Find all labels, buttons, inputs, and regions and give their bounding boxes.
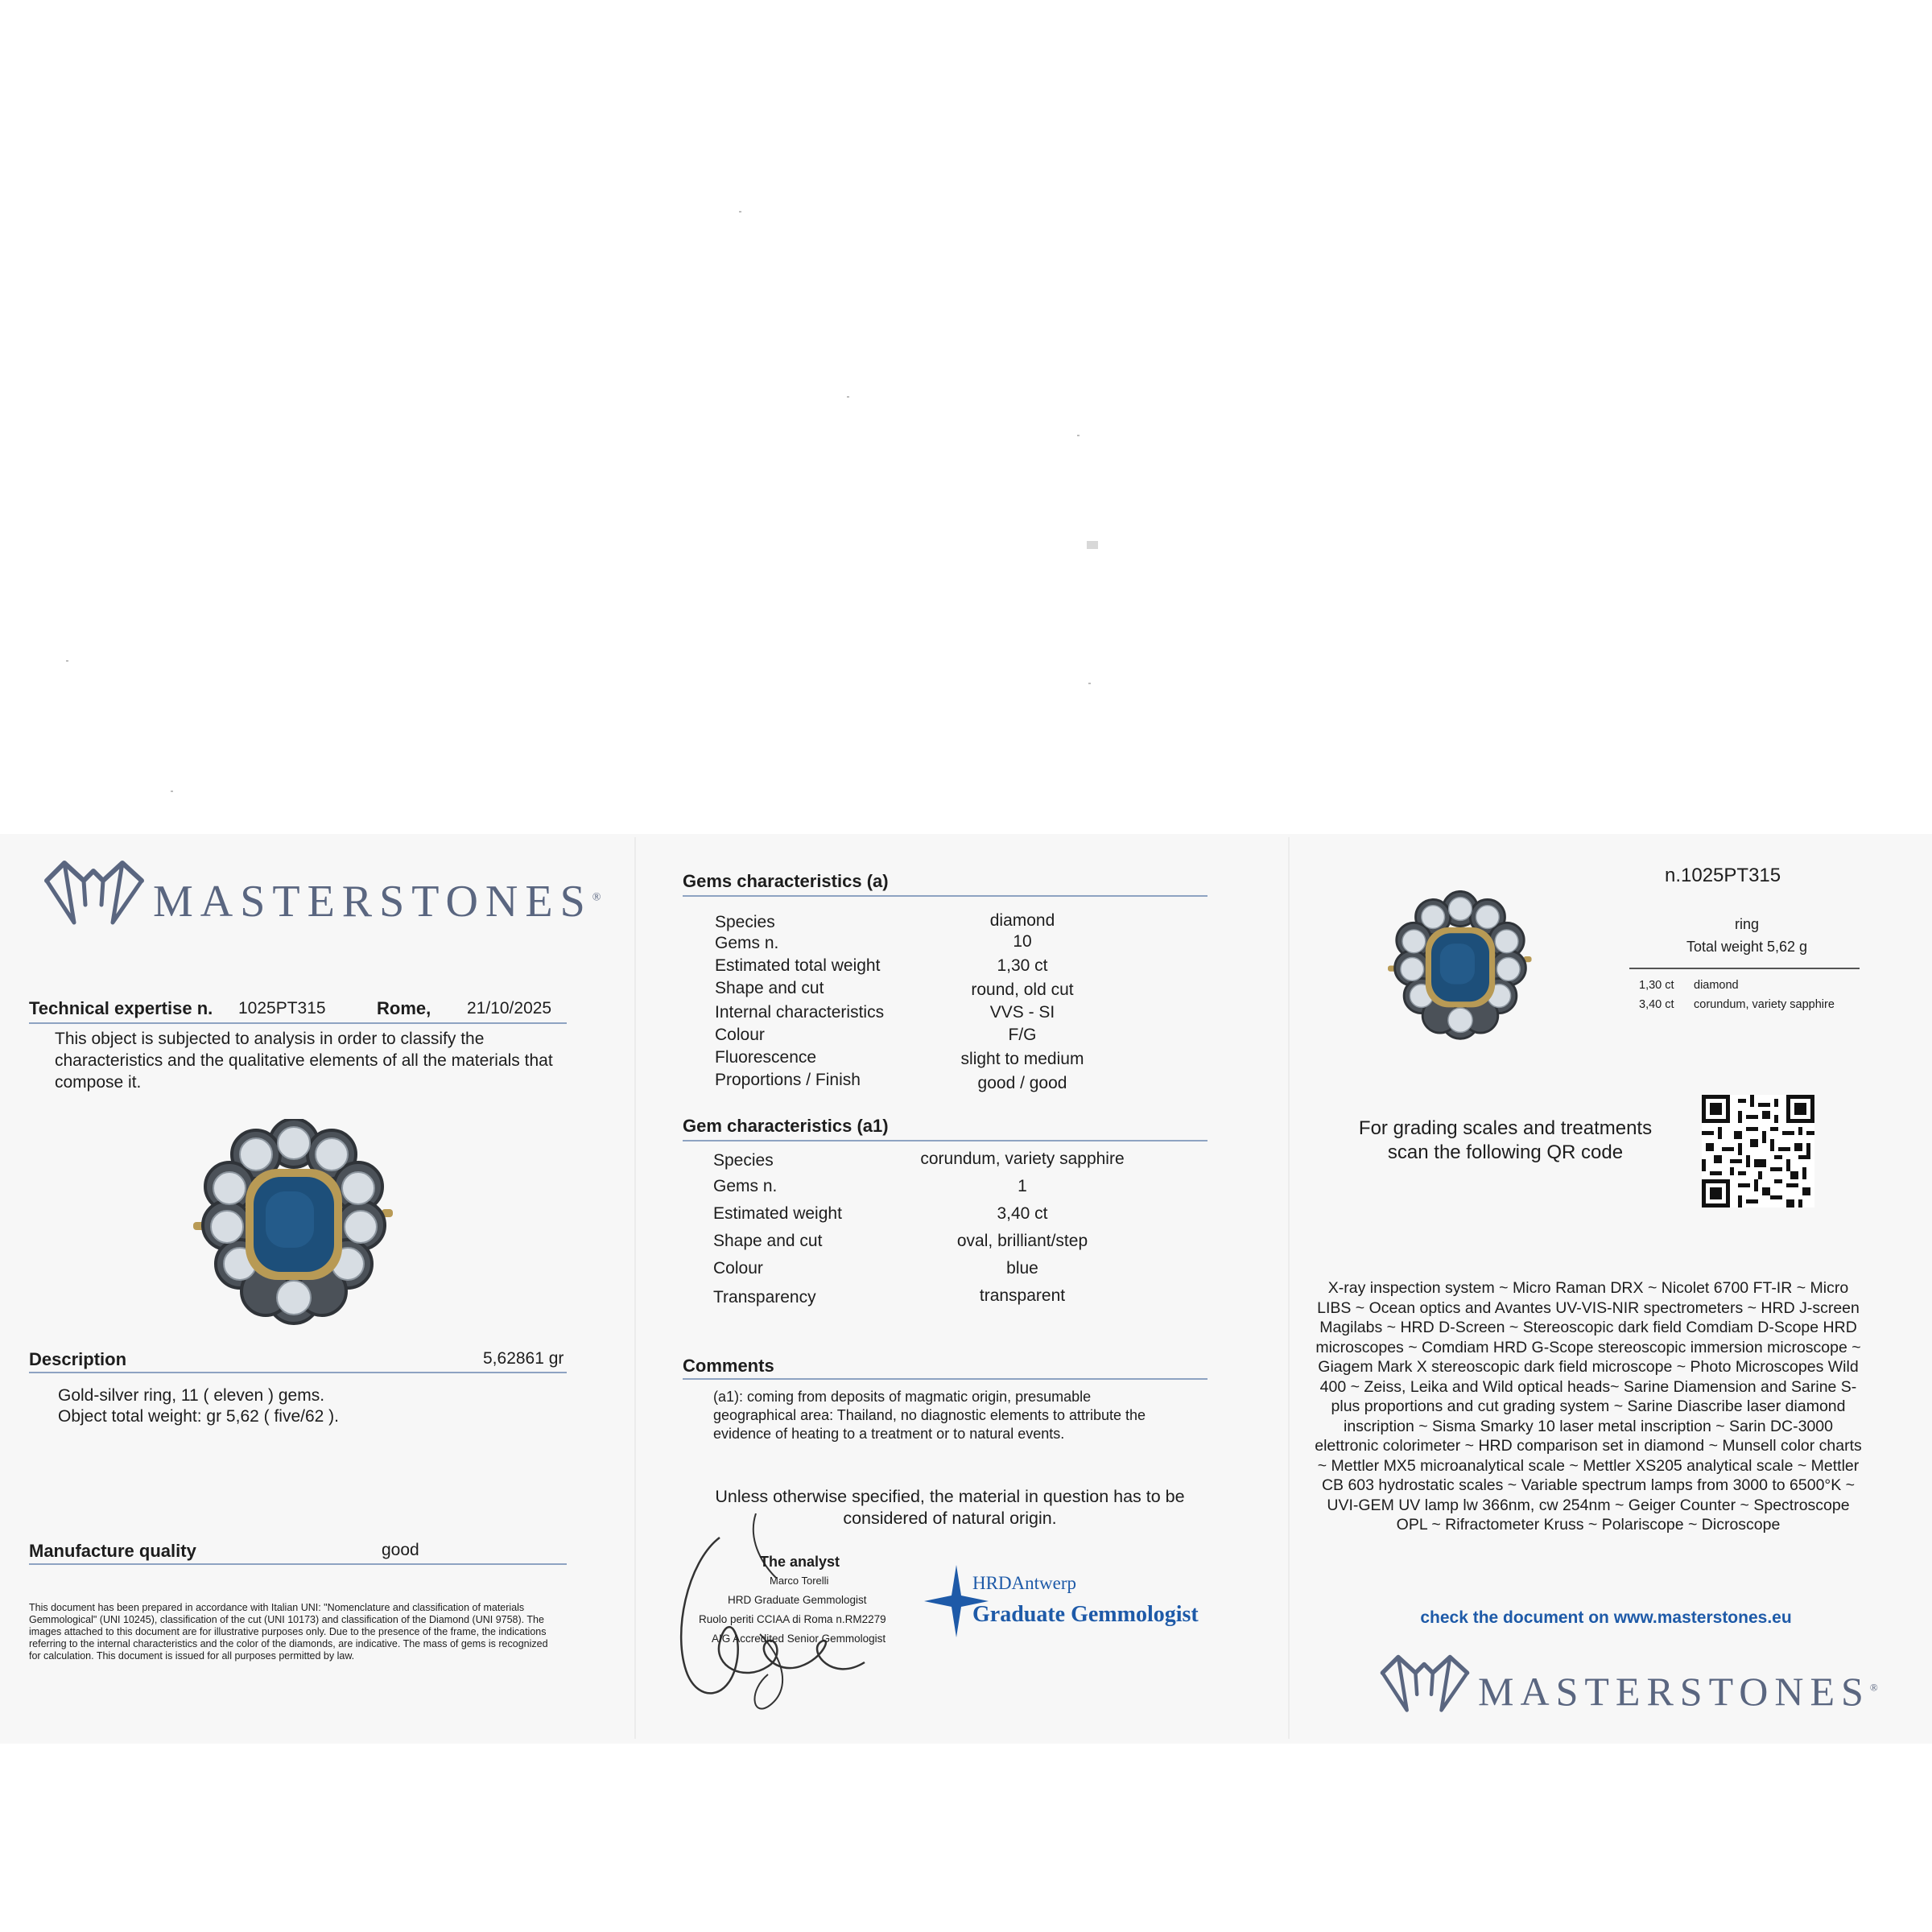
brand-logo-right [1378, 1644, 1472, 1720]
expertise-city: Rome, [377, 998, 431, 1018]
gems-a1-value: 3,40 ct [997, 1204, 1048, 1223]
gems-a-value: F/G [1008, 1026, 1037, 1044]
expertise-date: 21/10/2025 [467, 999, 552, 1018]
scan-speck [1088, 683, 1091, 684]
gems-a1-title: Gem characteristics (a1) [683, 1116, 889, 1136]
description-weight: 5,62861 gr [483, 1349, 564, 1368]
gems-a-label: Proportions / Finish [715, 1071, 861, 1089]
scan-speck [1087, 541, 1098, 549]
gems-a-value: VVS - SI [989, 1003, 1055, 1022]
description-line-2: Object total weight: gr 5,62 ( five/62 ). [58, 1407, 340, 1426]
gems-a-label: Estimated total weight [715, 956, 881, 975]
qr-code[interactable] [1702, 1095, 1814, 1212]
scan-speck [171, 791, 173, 792]
gems-a-label: Colour [715, 1026, 765, 1044]
gems-a1-value: oval, brilliant/step [956, 1232, 1088, 1250]
divider [683, 1140, 1208, 1141]
divider [29, 1022, 567, 1024]
gems-a-label: Gems n. [715, 934, 779, 952]
description-label: Description [29, 1349, 127, 1369]
fold-line [634, 837, 636, 1739]
gems-a-value: 10 [1013, 932, 1032, 951]
gem-summary-desc: diamond [1694, 979, 1739, 992]
gems-a1-label: Transparency [713, 1288, 816, 1307]
quality-label: Manufacture quality [29, 1541, 196, 1561]
gems-a1-label: Shape and cut [713, 1232, 823, 1250]
comments-text: (a1): coming from deposits of magmatic origin, presumable geographical area: Thailand, no diagnostic elements to attribute the evidence of heating to a treatment or to natural events. [713, 1389, 1146, 1442]
gems-a1-label: Colour [713, 1259, 763, 1278]
gems-a1-label: Species [713, 1151, 774, 1170]
divider [683, 895, 1208, 897]
diamond-logo-icon [1378, 1644, 1472, 1716]
gems-a1-value: blue [1006, 1259, 1038, 1278]
diamond-logo-icon [42, 848, 147, 929]
description-line-1: Gold-silver ring, 11 ( eleven ) gems. [58, 1386, 325, 1405]
scan-speck [1077, 435, 1080, 436]
analyst-name: Marco Torelli [770, 1575, 829, 1587]
divider [683, 1378, 1208, 1380]
scan-speck [66, 660, 68, 662]
gems-a1-value: corundum, variety sapphire [920, 1150, 1125, 1168]
scan-speck [847, 396, 849, 398]
gem-summary-ct: 3,40 ct [1639, 998, 1674, 1011]
divider [29, 1372, 567, 1373]
qr-text-line-2: scan the following QR code [1387, 1141, 1624, 1163]
analyst-credential: AIG Accredited Senior Gemmologist [712, 1633, 886, 1645]
ring-photo-small [1388, 890, 1533, 1047]
fold-line [1288, 837, 1290, 1739]
hrd-name: HRDAntwerp [972, 1573, 1077, 1593]
analyst-credential: Ruolo periti CCIAA di Roma n.RM2279 [699, 1613, 886, 1625]
comments-title: Comments [683, 1356, 774, 1376]
document-number: n.1025PT315 [1665, 865, 1781, 886]
gems-a-label: Species [715, 913, 775, 931]
equipment-list: X-ray inspection system ~ Micro Raman DRX ~ Nicolet 6700 FT-IR ~ Micro LIBS ~ Ocean optics and Avantes UV-VIS-NIR spectrometers ~ HRD J-screen Magilabs ~ HRD D-Screen ~ Stereoscopic dark field Comdiam D-Scope HRD microscopes ~ Comdiam HRD G-Scope stereoscopic immersion microscope ~ Giagem Mark X stereoscopic dark field microscope ~ Photo Microscopes Wild 400 ~ Zeiss, Leika and Wild optical heads~ Sarine Diamension and Sarine S-plus proportions and cut grading system ~ Sarine Diascribe laser diamond inscription ~ Sisma Smarky 10 laser metal inscription ~ Sarin DC-3000 elettronic colorimeter ~ HRD comparison set in diamond ~ Munsell color charts ~ Mettler MX5 microanalytical scale ~ Mettler XS205 analytical scale ~ Mettler CB 603 hydrostatic scales ~ Variable spectrum lamps from 3000 to 6500°K ~ UVI-GEM UV lamp lw 366nm, cw 254nm ~ Geiger Counter ~ Spectroscope OPL ~ Rifractometer Kruss ~ Polariscope ~ Dicroscope [1315, 1279, 1862, 1534]
gems-a-value: 1,30 ct [997, 956, 1048, 975]
gems-a-value: diamond [989, 911, 1055, 930]
scan-speck [739, 211, 741, 213]
gem-summary-desc: corundum, variety sapphire [1694, 998, 1835, 1011]
intro-text: This object is subjected to analysis in order to classify the characteristics and the qualitative elements of all the materials that compose it. [55, 1030, 553, 1092]
analyst-title: The analyst [760, 1554, 840, 1570]
expertise-number: 1025PT315 [238, 999, 326, 1018]
brand-wordmark-left: MASTERSTONES® [153, 877, 601, 927]
gems-a-label: Shape and cut [715, 979, 824, 997]
brand-wordmark-right: MASTERSTONES® [1478, 1669, 1878, 1714]
analyst-credential: HRD Graduate Gemmologist [728, 1594, 867, 1606]
hrd-title: Graduate Gemmologist [972, 1602, 1199, 1627]
gems-a1-label: Gems n. [713, 1177, 778, 1195]
gems-a-value: slight to medium [960, 1050, 1084, 1068]
item-total-weight: Total weight 5,62 g [1686, 939, 1808, 955]
ring-photo [193, 1119, 394, 1332]
qr-text-line-1: For grading scales and treatments [1358, 1117, 1653, 1139]
gems-a-label: Fluorescence [715, 1048, 817, 1067]
gems-a1-value: transparent [979, 1286, 1066, 1305]
natural-origin-note: Unless otherwise specified, the material in question has to be considered of natural origin. [715, 1487, 1185, 1528]
disclaimer-text: This document has been prepared in accordance with Italian UNI: "Nomenclature and classification of materials Gemmological" (UNI 10245), classification of the cut (UNI 10173) and classification of the Diamond (UNI 9758). The images attached to this document are for illustrative purposes only. Due to the presence of the frame, the indications referring to the internal characteristics and the color of the diamonds, are indicative. The mass of gems is recognized for calculation. This document is issued for all purposes permitted by law. [29, 1602, 548, 1662]
quality-value: good [382, 1541, 419, 1559]
gems-a-label: Internal characteristics [715, 1003, 885, 1022]
qr-code-icon [1702, 1095, 1814, 1208]
expertise-label: Technical expertise n. [29, 998, 213, 1018]
brand-logo-left [42, 848, 147, 933]
gems-a-title: Gems characteristics (a) [683, 871, 889, 891]
gems-a1-value: 1 [1018, 1177, 1027, 1195]
gems-a-value: good / good [977, 1074, 1067, 1092]
divider [29, 1563, 567, 1565]
divider [1629, 968, 1860, 969]
gems-a-value: round, old cut [971, 980, 1074, 999]
gems-a1-label: Estimated weight [713, 1204, 842, 1223]
verify-link[interactable]: check the document on www.masterstones.eu [1420, 1608, 1792, 1627]
item-type: ring [1734, 916, 1759, 932]
gem-summary-ct: 1,30 ct [1639, 979, 1674, 992]
